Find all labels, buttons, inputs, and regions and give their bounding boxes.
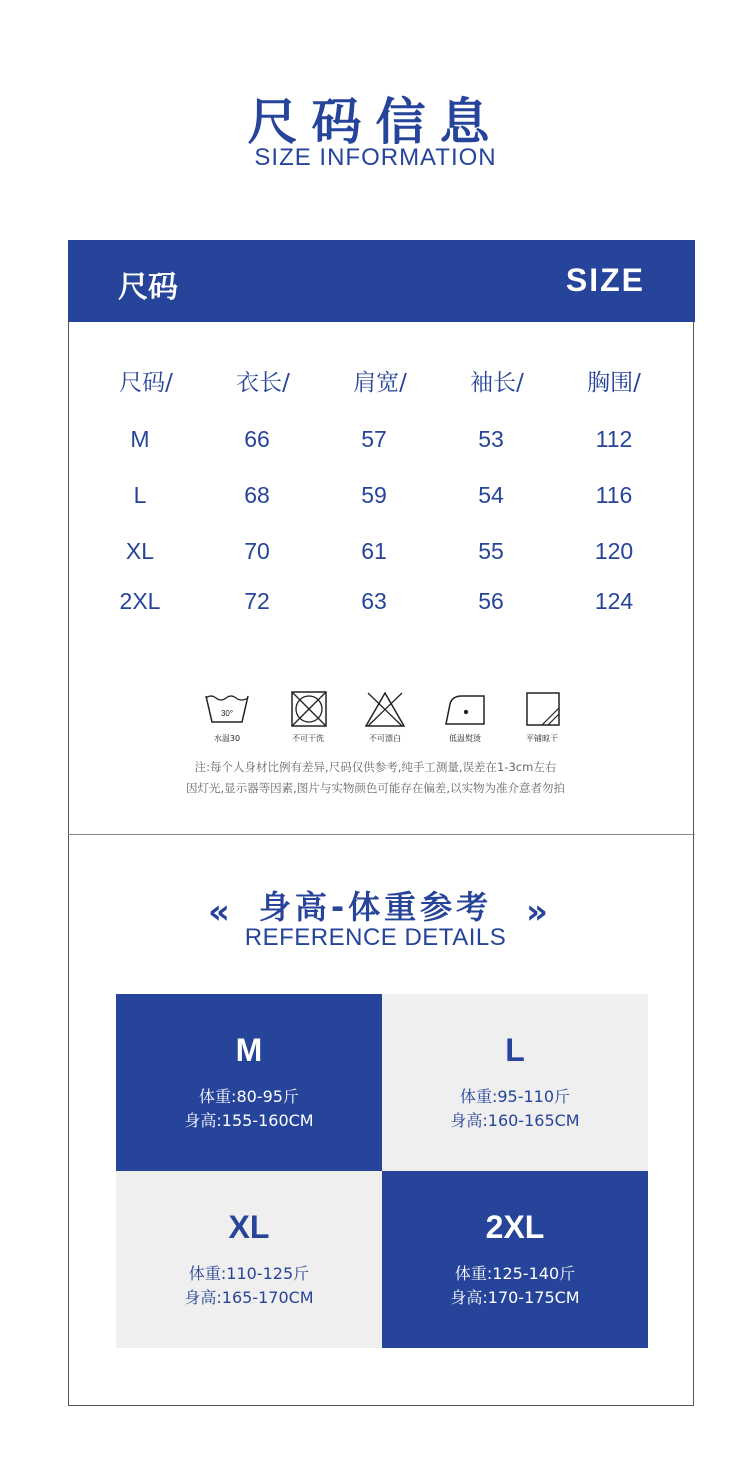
size-header-cn: 尺码 — [118, 270, 178, 305]
reference-title: 身高-体重参考 — [258, 888, 493, 926]
no-bleach-icon — [362, 690, 408, 730]
table-cell: XL — [125, 538, 155, 564]
reference-card-2xl — [382, 1171, 648, 1348]
care-label-dryclean: 不可干洗 — [292, 734, 324, 743]
note-line-2: 因灯光,显示器等因素,图片与实物颜色可能存在偏差,以实物为准介意者勿拍 — [186, 781, 565, 795]
card-weight: 体重:110-125斤 — [188, 1264, 310, 1283]
table-cell: L — [133, 482, 147, 508]
reference-card-xl — [116, 1171, 382, 1348]
table-cell: 66 — [244, 426, 270, 452]
table-cell: 53 — [478, 426, 504, 452]
care-label-iron: 低温熨烫 — [449, 734, 481, 743]
left-chevron-icon: « — [208, 892, 230, 932]
care-label-wash: 水温30 — [213, 734, 241, 743]
table-cell: 54 — [478, 482, 504, 508]
section-divider — [68, 834, 695, 835]
page-title: 尺码信息 — [247, 93, 504, 151]
table-cell: 2XL — [119, 588, 161, 614]
table-cell: 70 — [244, 538, 270, 564]
card-height: 身高:160-165CM — [450, 1111, 580, 1130]
card-height: 身高:170-175CM — [450, 1288, 580, 1307]
flat-dry-icon — [522, 690, 568, 730]
card-weight: 体重:95-110斤 — [459, 1087, 571, 1106]
table-cell: 68 — [244, 482, 270, 508]
care-label-bleach: 不可漂白 — [369, 734, 401, 743]
table-cell: 116 — [595, 482, 633, 508]
col-header-length: 衣长/ — [236, 370, 290, 396]
wash-30-icon — [204, 690, 250, 730]
table-cell: 112 — [595, 426, 633, 452]
card-height: 身高:155-160CM — [184, 1111, 314, 1130]
card-size-label: XL — [228, 1209, 270, 1245]
table-cell: 61 — [361, 538, 387, 564]
table-cell: 55 — [478, 538, 504, 564]
no-tumble-dry-icon — [286, 690, 332, 730]
col-header-shoulder: 肩宽/ — [353, 370, 407, 396]
page-subtitle: SIZE INFORMATION — [254, 144, 497, 171]
col-header-sleeve: 袖长/ — [470, 370, 524, 396]
card-size-label: M — [235, 1032, 263, 1068]
table-cell: 57 — [361, 426, 387, 452]
card-weight: 体重:125-140斤 — [454, 1264, 576, 1283]
reference-card-l — [382, 994, 648, 1171]
card-height: 身高:165-170CM — [184, 1288, 314, 1307]
table-cell: 56 — [478, 588, 504, 614]
card-size-label: 2XL — [485, 1209, 545, 1245]
wash-temp-text: 30° — [220, 709, 234, 718]
table-cell: 63 — [361, 588, 387, 614]
card-weight: 体重:80-95斤 — [199, 1087, 299, 1106]
reference-subtitle: REFERENCE DETAILS — [244, 924, 507, 951]
table-cell: 124 — [594, 588, 634, 614]
col-header-size: 尺码/ — [119, 370, 173, 396]
table-cell: 72 — [244, 588, 270, 614]
note-line-1: 注:每个人身材比例有差异,尺码仅供参考,纯手工测量,误差在1-3cm左右 — [194, 760, 557, 774]
size-header-en: SIZE — [565, 262, 645, 298]
low-iron-icon — [442, 690, 488, 730]
card-size-label: L — [505, 1032, 525, 1068]
col-header-chest: 胸围/ — [587, 370, 641, 396]
table-cell: 59 — [361, 482, 387, 508]
table-cell: 120 — [594, 538, 634, 564]
care-label-dry: 平铺晾干 — [526, 734, 558, 743]
reference-card-m — [116, 994, 382, 1171]
table-cell: M — [130, 426, 150, 452]
right-chevron-icon: » — [526, 892, 548, 932]
